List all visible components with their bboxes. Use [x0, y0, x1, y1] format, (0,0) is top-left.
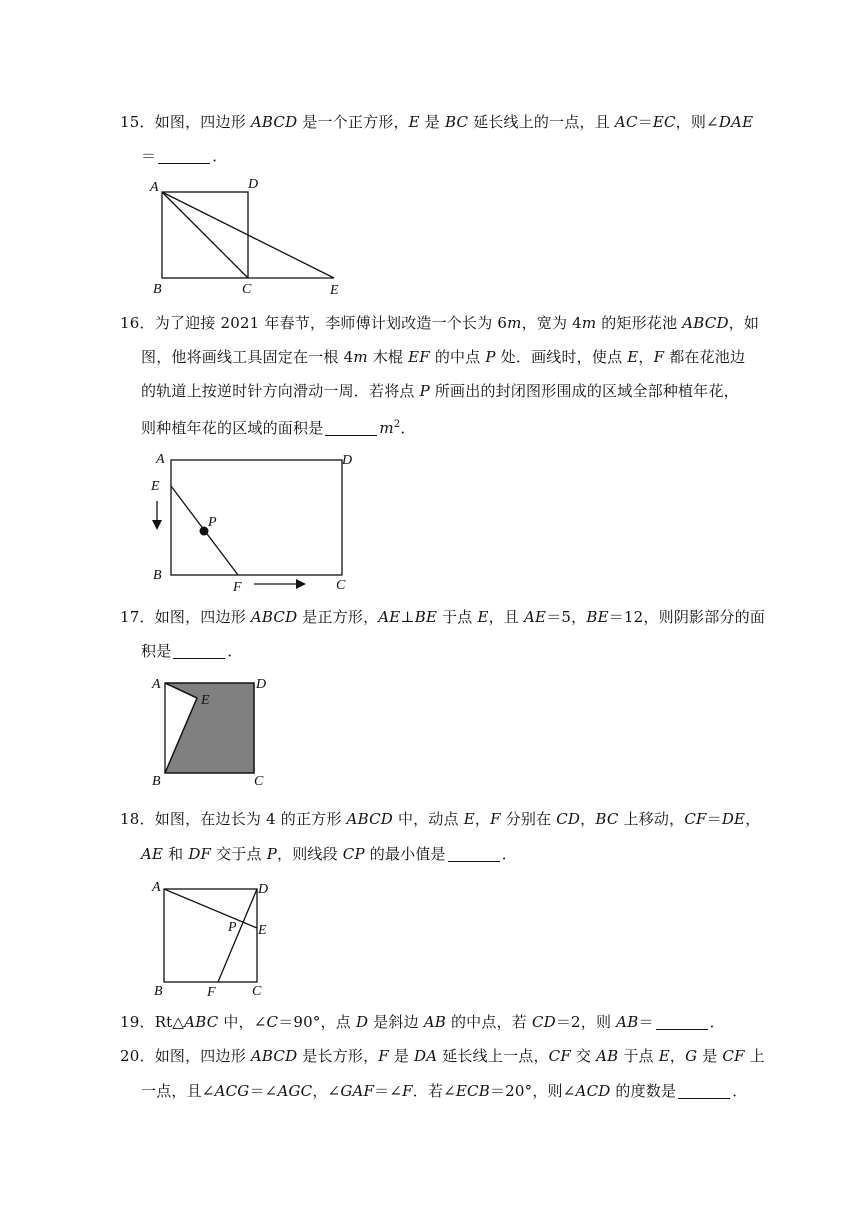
- text: ，宽为 4: [521, 314, 582, 332]
- math-var: ABCD: [250, 113, 298, 131]
- text: 中，∠: [218, 1013, 267, 1031]
- label-a: A: [150, 180, 159, 195]
- text: ，如: [728, 314, 760, 332]
- math-var: DAE: [718, 113, 754, 131]
- text: ，: [474, 810, 491, 828]
- label-d: D: [248, 177, 259, 192]
- text: 都在花池边: [664, 348, 746, 366]
- math-var: AB: [423, 1013, 447, 1031]
- label-e: E: [258, 923, 267, 938]
- answer-blank: [173, 657, 225, 659]
- text: ＝90°，点: [278, 1013, 356, 1031]
- text: 图，他将画线工具固定在一根 4: [141, 348, 354, 366]
- text: 的中点，若: [446, 1013, 532, 1031]
- label-c: C: [242, 282, 252, 297]
- math-var: CF: [548, 1047, 571, 1065]
- text: 于点: [437, 608, 478, 626]
- text: ，: [669, 1047, 686, 1065]
- q17-line-1: [120, 606, 765, 628]
- text: ＝20°，则∠: [489, 1082, 576, 1100]
- text: 是: [419, 113, 445, 131]
- math-unit: m: [379, 419, 394, 437]
- label-b: B: [152, 774, 161, 789]
- text: 和: [163, 845, 189, 863]
- math-var: ABCD: [250, 1047, 298, 1065]
- math-var: EF: [408, 348, 430, 366]
- math-var: CF: [684, 810, 707, 828]
- math-var: DE: [721, 810, 746, 828]
- math-var: P: [419, 382, 430, 400]
- q15-figure: [148, 172, 348, 298]
- text: ．若∠: [412, 1082, 456, 1100]
- square-abcd: [164, 889, 257, 982]
- math-var: E: [408, 113, 420, 131]
- text: ．: [501, 845, 517, 863]
- text: 的度数是: [610, 1082, 677, 1100]
- math-var: DF: [188, 845, 212, 863]
- text: ．: [227, 642, 243, 660]
- segment-df: [218, 889, 257, 982]
- math-var: DA: [414, 1047, 438, 1065]
- math-unit: m: [581, 314, 597, 332]
- label-b: B: [154, 984, 163, 999]
- math-unit: m: [507, 314, 522, 332]
- text: ＝5，: [546, 608, 587, 626]
- q16-line-2: [141, 346, 745, 368]
- math-var: C: [266, 1013, 279, 1031]
- math-var: E: [463, 810, 475, 828]
- text: ，∠: [312, 1082, 341, 1100]
- text: ＝12，则阴影部分的面: [608, 608, 766, 626]
- q15-line-1: [120, 111, 753, 133]
- math-var: ECB: [455, 1082, 490, 1100]
- text: 上: [744, 1047, 765, 1065]
- text: ，: [638, 348, 654, 366]
- text: 的最小值是: [364, 845, 446, 863]
- text: ＝: [638, 1013, 654, 1031]
- text: 处．画线时，使点: [495, 348, 628, 366]
- label-d: D: [256, 677, 267, 692]
- label-c: C: [336, 578, 346, 593]
- math-var: AB: [596, 1047, 619, 1065]
- math-var: AB: [616, 1013, 639, 1031]
- math-var: F: [402, 1082, 413, 1100]
- label-a: A: [156, 452, 165, 467]
- text: 延长线上一点，: [437, 1047, 549, 1065]
- text: ．: [709, 1013, 725, 1031]
- math-var: AC: [614, 113, 638, 131]
- text: 所画出的封闭图形围成的区域全部种植年花，: [429, 382, 739, 400]
- text: 的轨道上按逆时针方向滑动一周．若将点: [141, 382, 420, 400]
- text: 的中点: [429, 348, 486, 366]
- math-var: BC: [595, 810, 619, 828]
- text: 如图，在边长为 4 的正方形: [154, 810, 347, 828]
- math-var: CD: [556, 810, 581, 828]
- q18-figure: [148, 876, 288, 1000]
- question-number: 19．: [120, 1013, 155, 1031]
- math-var: BE: [414, 608, 438, 626]
- math-var: BC: [444, 113, 469, 131]
- text: ＝: [637, 113, 653, 131]
- text: ，且: [488, 608, 525, 626]
- text: 交: [570, 1047, 597, 1065]
- math-var: EC: [652, 113, 676, 131]
- question-number: 15．: [120, 113, 155, 131]
- math-var: CD: [531, 1013, 556, 1031]
- text: 积是: [141, 642, 172, 660]
- math-var: ACG: [214, 1082, 250, 1100]
- text: ＝2，则: [555, 1013, 617, 1031]
- text: ，: [745, 810, 761, 828]
- math-var: D: [355, 1013, 369, 1031]
- label-e: E: [201, 693, 210, 708]
- text: 如图，四边形: [154, 1047, 251, 1065]
- q16-line-3: [141, 380, 739, 402]
- superscript: 2: [393, 419, 401, 430]
- label-b: B: [153, 568, 162, 583]
- text: 如图，四边形: [154, 608, 251, 626]
- math-unit: m: [353, 348, 368, 366]
- label-a: A: [152, 880, 161, 895]
- text: 上移动，: [618, 810, 685, 828]
- text: ＝∠: [249, 1082, 278, 1100]
- math-var: F: [378, 1047, 389, 1065]
- text: 则种植年花的区域的面积是: [141, 419, 324, 437]
- math-var: AE: [141, 845, 164, 863]
- answer-blank: [678, 1097, 730, 1099]
- math-var: ABCD: [682, 314, 729, 332]
- text: ＝∠: [374, 1082, 403, 1100]
- q19-line-1: [120, 1011, 725, 1033]
- math-var: ABC: [184, 1013, 219, 1031]
- label-d: D: [342, 453, 353, 468]
- q20-line-1: [120, 1045, 765, 1067]
- arrow-down-icon: [152, 520, 162, 530]
- label-p: P: [208, 515, 217, 530]
- text: 是: [697, 1047, 723, 1065]
- label-b: B: [153, 282, 162, 297]
- label-f: F: [207, 985, 216, 1000]
- math-var: G: [685, 1047, 698, 1065]
- math-var: ABCD: [346, 810, 393, 828]
- math-var: F: [653, 348, 665, 366]
- question-number: 16．: [120, 314, 155, 332]
- text: 是斜边: [368, 1013, 424, 1031]
- q15-line-2: [141, 145, 227, 167]
- answer-blank: [448, 860, 500, 862]
- text: 中，动点: [392, 810, 464, 828]
- q16-line-4: [141, 414, 416, 439]
- rectangle-abcd: [171, 460, 342, 575]
- answer-blank: [158, 162, 210, 164]
- text: 木棍: [367, 348, 409, 366]
- label-c: C: [254, 774, 264, 789]
- label-c: C: [252, 984, 262, 999]
- answer-blank: [656, 1028, 708, 1030]
- question-number: 17．: [120, 608, 155, 626]
- text: 如图，四边形: [154, 113, 251, 131]
- answer-blank: [325, 434, 377, 436]
- q20-line-2: [141, 1080, 747, 1102]
- q17-line-2: [141, 640, 243, 662]
- label-p: P: [228, 920, 237, 935]
- label-a: A: [152, 677, 161, 692]
- math-var: ACD: [575, 1082, 611, 1100]
- text: 为了迎接 2021 年春节，李师傅计划改造一个长为 6: [154, 314, 508, 332]
- math-var: CP: [342, 845, 365, 863]
- math-var: P: [485, 348, 496, 366]
- math-var: P: [266, 845, 278, 863]
- q18-line-2: [141, 843, 517, 865]
- text: 是: [388, 1047, 415, 1065]
- text: 交于点: [211, 845, 267, 863]
- arrow-right-icon: [296, 579, 306, 589]
- math-var: E: [627, 348, 639, 366]
- text: 是正方形，: [297, 608, 379, 626]
- math-var: E: [658, 1047, 670, 1065]
- question-number: 20．: [120, 1047, 155, 1065]
- text: ＝: [141, 147, 157, 165]
- q16-line-1: [120, 312, 759, 334]
- text: ＝: [706, 810, 722, 828]
- text: ⊥: [400, 608, 415, 626]
- text: 分别在: [500, 810, 557, 828]
- text: Rt△: [154, 1013, 185, 1031]
- label-f: F: [233, 580, 242, 595]
- text: 的矩形花池: [596, 314, 683, 332]
- q16-figure: [148, 448, 368, 596]
- math-var: AGC: [277, 1082, 313, 1100]
- math-var: E: [477, 608, 489, 626]
- text: 于点: [618, 1047, 659, 1065]
- q17-figure: [148, 672, 278, 790]
- text: 是长方形，: [297, 1047, 379, 1065]
- text: ，则∠: [675, 113, 719, 131]
- math-var: BE: [586, 608, 609, 626]
- diagonal-ac: [162, 192, 248, 278]
- text: ，则线段: [277, 845, 343, 863]
- math-var: CF: [722, 1047, 745, 1065]
- label-e: E: [151, 479, 160, 494]
- text: 是一个正方形，: [297, 113, 409, 131]
- math-var: F: [490, 810, 501, 828]
- text: ．: [400, 419, 416, 437]
- text: ，: [580, 810, 596, 828]
- text: 延长线上的一点，且: [468, 113, 615, 131]
- question-number: 18．: [120, 810, 155, 828]
- q18-line-1: [120, 808, 760, 830]
- text: ．: [732, 1082, 748, 1100]
- math-var: GAF: [340, 1082, 375, 1100]
- math-var: AE: [524, 608, 547, 626]
- text: 一点，且∠: [141, 1082, 215, 1100]
- math-var: AE: [378, 608, 401, 626]
- label-e: E: [330, 283, 339, 298]
- label-d: D: [258, 882, 269, 897]
- text: ．: [212, 147, 228, 165]
- math-var: ABCD: [250, 608, 298, 626]
